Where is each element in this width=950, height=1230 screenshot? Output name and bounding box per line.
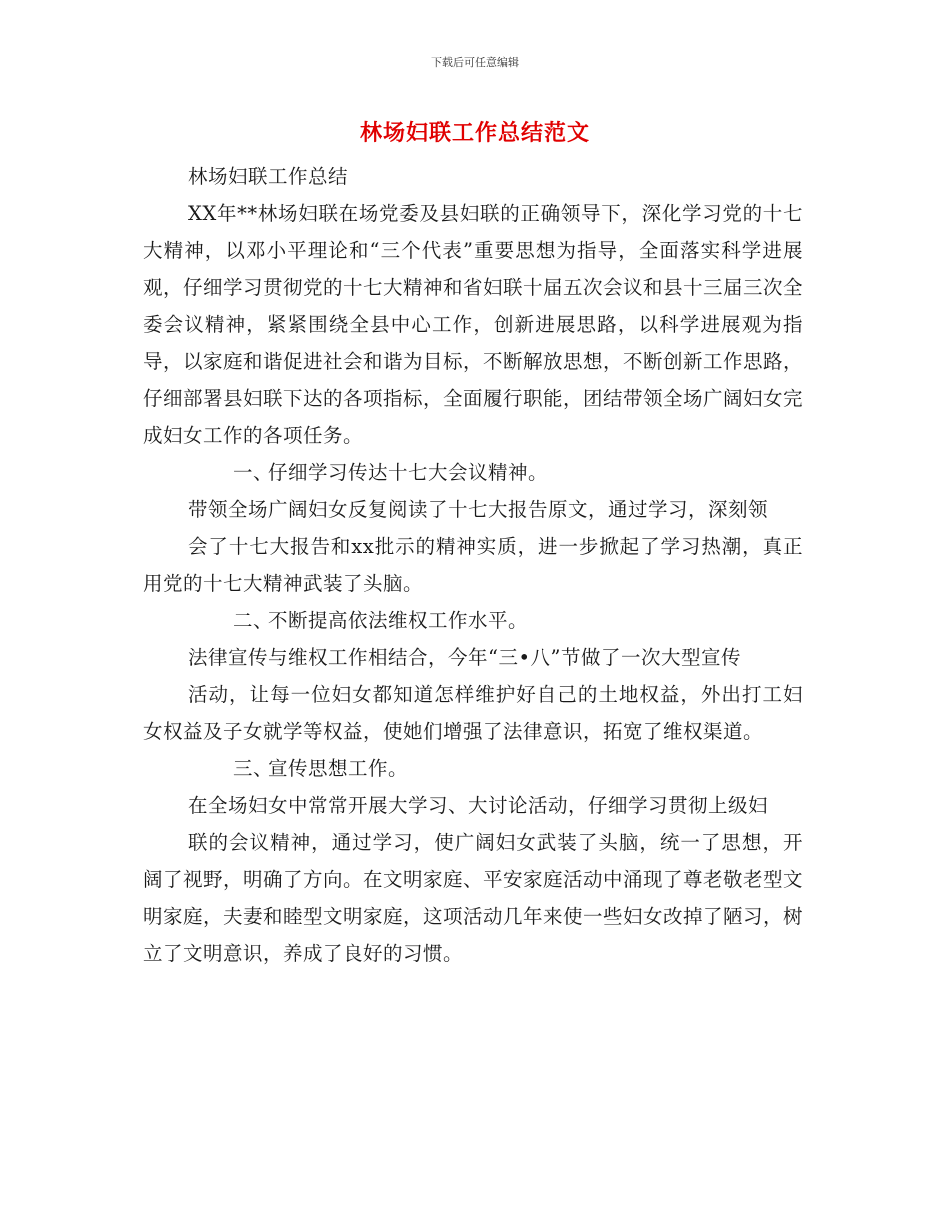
- section-number: 三、: [233, 757, 274, 780]
- section-heading-3: [143, 750, 803, 787]
- paragraph: 在全场妇女中常常开展大学习、大讨论活动，仔细学习贯彻上级妇: [188, 794, 769, 817]
- paragraph: 会了十七大报告和xx批示的精神实质，进一步掀起了学习热潮，真正用党的十七大精神武装了头脑。: [143, 535, 803, 595]
- document-title: 林场妇联工作总结范文: [359, 120, 590, 146]
- section-title: 仔细学习传达十七大会议精神。: [268, 461, 549, 484]
- paragraph: 联的会议精神，通过学习，使广阔妇女武装了头脑，统一了思想，开阔了视野，明确了方向。在文明家庭、平安家庭活动中涌现了尊老敬老型文明家庭，夫妻和睦型文明家庭，这项活动几年来使一些妇女改掉了陋习，树立了文明意识，养成了良好的习惯。: [143, 831, 804, 965]
- paragraph: 活动，让每一位妇女都知道怎样维护好自己的土地权益，外出打工妇女权益及子女就学等权益，使她们增强了法律意识，拓宽了维权渠道。: [143, 683, 803, 743]
- section-title: 不断提高依法维权工作水平。: [268, 609, 529, 632]
- section-title: 宣传思想工作。: [268, 757, 409, 780]
- paragraph-intro: XX年**林场妇联在场党委及县妇联的正确领导下，深化学习党的十七大精神，以邓小平理论和“三个代表”重要思想为指导，全面落实科学进展观，仔细学习贯彻党的十七大精神和省妇联十届五次会议和县十三届三次全委会议精神，紧紧围绕全县中心工作，创新进展思路，以科学进展观为指导，以家庭和谐促进社会和谐为目标，不断解放思想，不断创新工作思路，仔细部署县妇联下达的各项指标，全面履行职能，团结带领全场广阔妇女完成妇女工作的各项任务。: [143, 202, 804, 447]
- paragraph: 法律宣传与维权工作相结合，今年“三•八”节做了一次大型宣传: [188, 646, 741, 669]
- section-heading-2: [143, 602, 803, 639]
- section-heading-1: [143, 454, 803, 491]
- section-number: 二、: [233, 609, 274, 632]
- document-body: [143, 158, 803, 972]
- paragraph: 带领全场广阔妇女反复阅读了十七大报告原文，通过学习，深刻领: [188, 498, 769, 521]
- section-number: 一、: [233, 461, 274, 484]
- header-note: 下载后可任意编辑: [431, 56, 519, 69]
- paragraph-subtitle: 林场妇联工作总结: [188, 165, 349, 188]
